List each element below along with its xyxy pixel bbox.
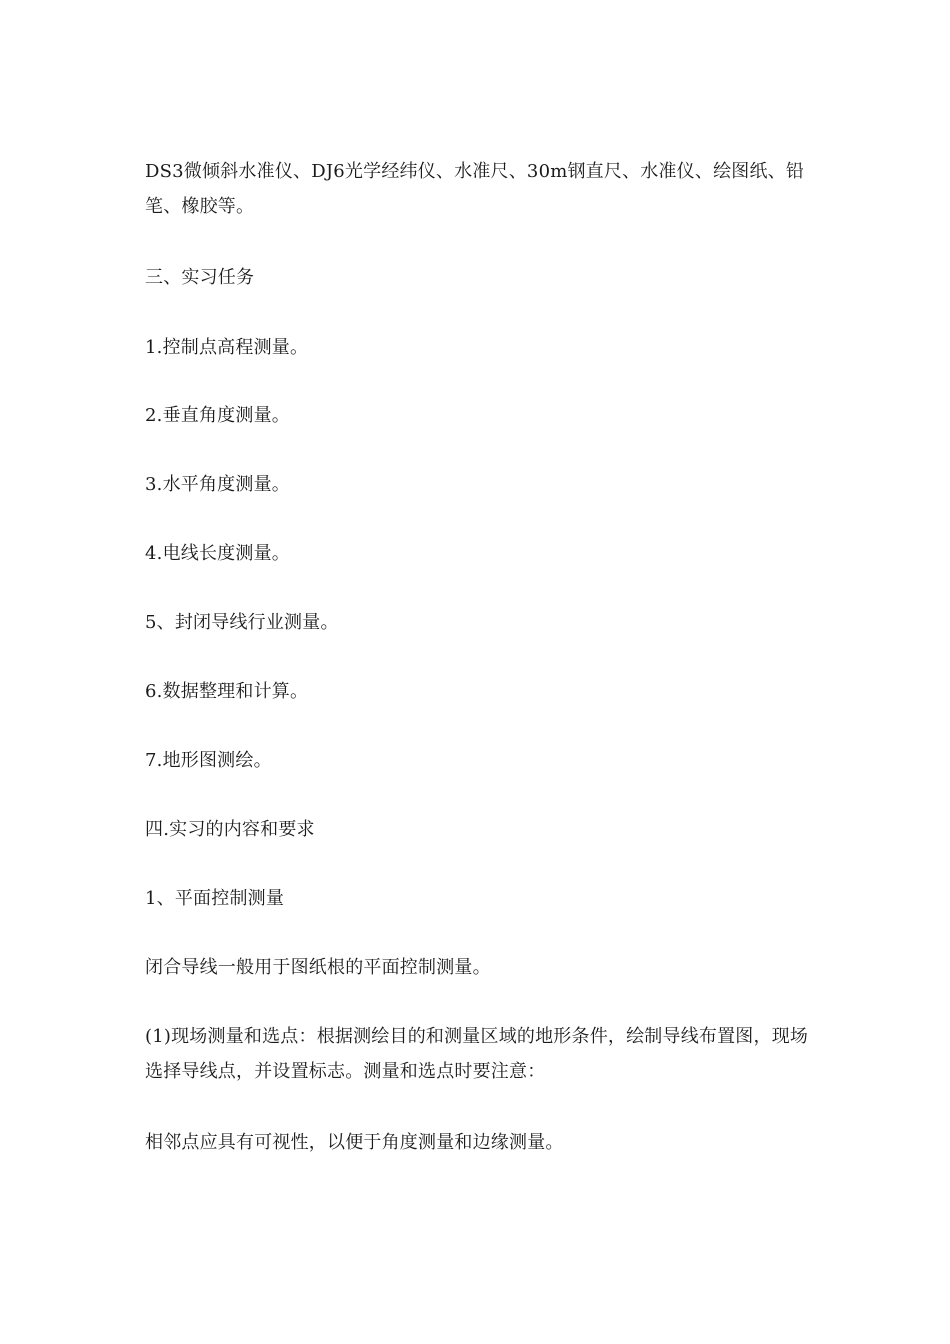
task-item-4: 4.电线长度测量。 (145, 543, 290, 564)
task-item-5: 5、封闭导线行业测量。 (145, 612, 339, 633)
task-item-6: 6.数据整理和计算。 (145, 681, 309, 702)
closed-traverse-paragraph: 闭合导线一般用于图纸根的平面控制测量。 (145, 957, 491, 978)
equipment-list-paragraph: DS3微倾斜水准仪、DJ6光学经纬仪、水准尺、30m钢直尺、水准仪、绘图纸、铅笔、橡胶等。 (145, 161, 805, 217)
section-heading-tasks: 三、实习任务 (145, 267, 255, 288)
task-item-1: 1.控制点高程测量。 (145, 337, 309, 358)
task-item-3: 3.水平角度测量。 (145, 474, 290, 495)
task-item-7: 7.地形图测绘。 (145, 750, 272, 771)
visibility-paragraph: 相邻点应具有可视性，以便于角度测量和边缘测量。 (145, 1132, 564, 1153)
subsection-heading-plane-control: 1、平面控制测量 (145, 888, 285, 909)
site-survey-paragraph: (1)现场测量和选点：根据测绘目的和测量区域的地形条件，绘制导线布置图，现场选择导线点，并设置标志。测量和选点时要注意： (145, 1026, 809, 1082)
task-item-2: 2.垂直角度测量。 (145, 405, 290, 426)
section-heading-content: 四.实习的内容和要求 (145, 819, 315, 840)
